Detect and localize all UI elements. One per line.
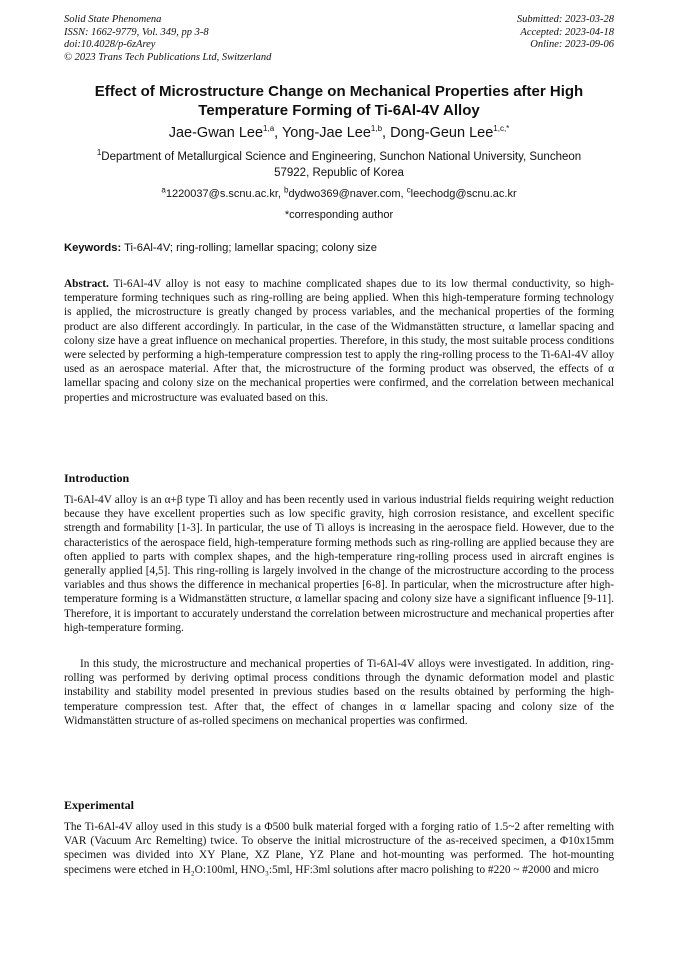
author-name: Yong-Jae Lee (281, 125, 371, 141)
corresponding-author-note: *corresponding author (284, 209, 394, 221)
abstract-text: Ti-6Al-4V alloy is not easy to machine complicated shapes due to its low thermal conductivity, so high-temperature forming techniques such as ring-rolling are being applied. When this high-temperature forming technology is applied, the microstructure is greatly changed by process variables, and the mechanical properties of the forming product are also different accordingly. In particular, in the case of the Widmanstätten structure, α lamellar spacing and colony size have a great influence on mechanical properties. Therefore, in this study, the most suitable process conditions were selected by performing a high-temperature compression test to apply the ring-rolling process to the Ti-6Al-4V alloy used as an aerospace material. After that, the microstructure of the forming product was observed, the effects of α lamellar spacing and colony size on the mechanical properties were confirmed, and the correlation between mechanical properties and microstructure was evaluated based on this. (64, 278, 614, 404)
author-name: Jae-Gwan Lee (168, 125, 264, 141)
author-affiliation-mark: 1,a (263, 124, 275, 134)
experimental-paragraph-1: The Ti-6Al-4V alloy used in this study is a Φ500 bulk material forged with a forging ratio of 1.5~2 after remelting with VAR (Vacuum Arc Remelting) twice. To observe the initial microstructure of the as-received specimen, a Φ10x15mm specimen was divided into XY Plane, XZ Plane, YZ Plane and hot-mounting was performed. The hot-mounting specimens were etched in H₂O:100ml, HNO₃:5ml, HF:3ml solutions after macro polishing to #220 ~ #2000 and micro (64, 821, 614, 876)
email-mark: a (161, 185, 166, 195)
email-link[interactable]: leechodg@scnu.ac.kr (410, 188, 517, 200)
author-affiliation-mark: 1,c,* (493, 124, 510, 134)
paper-title (60, 82, 618, 120)
author-name: Dong-Geun Lee (390, 125, 494, 141)
email-mark: b (284, 185, 289, 195)
submitted-date: Submitted: 2023-03-28 (516, 14, 614, 25)
journal-issn: ISSN: 1662-9779, Vol. 349, pp 3-8 (64, 26, 209, 38)
abstract-label: Abstract. (64, 278, 109, 290)
journal-info (64, 14, 271, 64)
introduction-heading: Introduction (64, 471, 130, 485)
accepted-date: Accepted: 2023-04-18 (520, 26, 614, 38)
keywords-list: Ti-6Al-4V; ring-rolling; lamellar spacing; colony size (124, 242, 377, 254)
paper-title-line-1: Effect of Microstructure Change on Mechanical Properties after High (94, 83, 584, 100)
introduction-paragraph-1: Ti-6Al-4V alloy is an α+β type Ti alloy and has been recently used in various industrial fields requiring weight reduction because they have excellent properties such as low specific gravity, high corrosion resistance, and excellent specific strength and formability [1-3]. In particular, the use of Ti alloys is increasing in the aerospace field. However, due to the characteristics of the aerospace field, high-temperature forming methods such as ring-rolling are applied because they are often applied to parts with complex shapes, and the high-temperature ring-rolling process used in aircraft engines is generally applied [4,5]. This ring-rolling is largely involved in the change of the microstructure according to the process variables and thus shows the difference in mechanical properties [6-8]. In particular, when the microstructure after high-temperature forming is a Widmanstätten structure, α lamellar spacing and colony size have a significant influence [9-11]. Therefore, it is important to accurately understand the correlation between microstructure and mechanical properties after high-temperature forming. (64, 494, 614, 634)
affiliation-line-1: Department of Metallurgical Science and Engineering, Sunchon National University, Suncheon (101, 151, 582, 163)
paper-title-line-2: Temperature Forming of Ti-6Al-4V Alloy (198, 102, 480, 119)
keywords-label: Keywords: (64, 242, 122, 254)
author-emails: $^a$1220037@s.scnu.ac.kr, $^b$dydwo369@naver.com, $^c$leechodg@scnu.ac.kr (161, 185, 517, 200)
journal-name: Solid State Phenomena (64, 14, 162, 25)
journal-doi[interactable]: doi:10.4028/p-6zArey (64, 39, 156, 50)
abstract (64, 277, 614, 405)
affiliation-mark: 1 (96, 148, 102, 158)
email-mark: c (406, 185, 411, 195)
affiliation-line-2: 57922, Republic of Korea (274, 167, 404, 179)
author-list: Jae-Gwan Lee$^{1,a}$, Yong-Jae Lee$^{1,b}$, Dong-Geun Lee$^{1,c,*}$ (168, 124, 510, 141)
author-affiliation-mark: 1,b (370, 124, 383, 134)
affiliation (60, 149, 618, 181)
journal-copyright: © 2023 Trans Tech Publications Ltd, Switzerland (64, 51, 272, 63)
online-date: Online: 2023-09-06 (530, 39, 614, 50)
introduction-paragraph-2: In this study, the microstructure and mechanical properties of Ti-6Al-4V alloys were investigated. In addition, ring-rolling was performed by deriving optimal process conditions through the dynamic deformation model and plastic instability and stability model presented in previous studies based on the results obtained by performing the high-temperature compression test. After that, the effect of changes in α lamellar spacing and colony size of the Widmanstätten structure of as-rolled specimens on mechanical properties was confirmed. (64, 658, 614, 727)
keywords (64, 241, 616, 255)
email-link[interactable]: dydwo369@naver.com (288, 188, 401, 200)
email-link[interactable]: 1220037@s.scnu.ac.kr (165, 188, 278, 200)
experimental-heading: Experimental (64, 798, 134, 812)
publication-dates (517, 14, 614, 52)
